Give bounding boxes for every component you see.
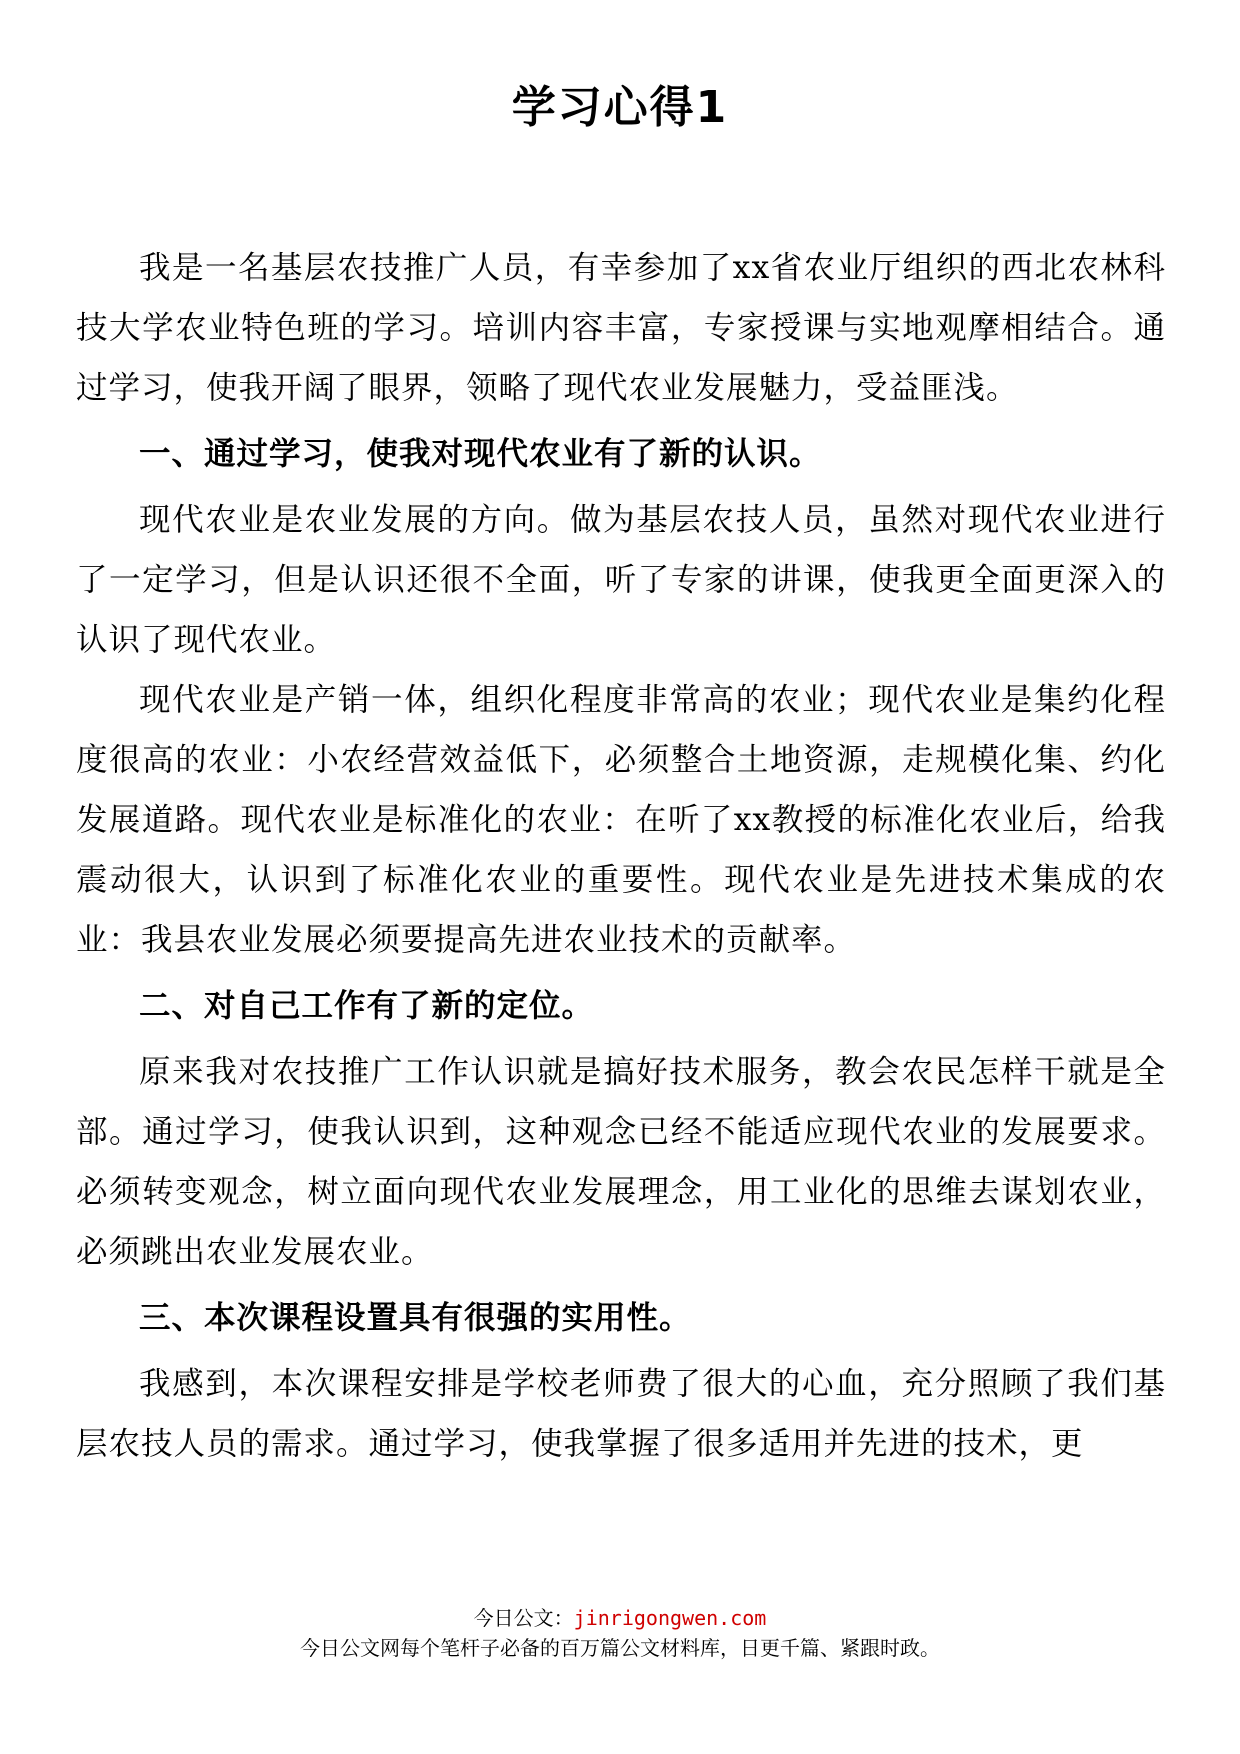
page-title: 学习心得1 — [511, 82, 729, 133]
page-footer — [0, 1603, 1240, 1663]
paragraph: 原来我对农技推广工作认识就是搞好技术服务，教会农民怎样干就是全部。通过学习，使我认识到，这种观念已经不能适应现代农业的发展要求。必须转变观念，树立面向现代农业发展理念，用工业化的思维去谋划农业，必须跳出农业发展农业。 — [76, 1054, 1166, 1270]
footer-site-line — [0, 1603, 1240, 1633]
footer-site-name: 今日公文： — [473, 1606, 574, 1630]
section-heading-1: 一、通过学习，使我对现代农业有了新的认识。 — [139, 436, 822, 472]
paragraph: 我感到，本次课程安排是学校老师费了很大的心血，充分照顾了我们基层农技人员的需求。通过学习，使我掌握了很多适用并先进的技术，更 — [76, 1366, 1166, 1462]
document-body — [76, 238, 1166, 1474]
footer-site-link[interactable]: jinrigongwen.com — [573, 1606, 767, 1630]
section-heading-2: 二、对自己工作有了新的定位。 — [139, 988, 595, 1024]
section-heading-3: 三、本次课程设置具有很强的实用性。 — [139, 1300, 692, 1336]
paragraph: 现代农业是农业发展的方向。做为基层农技人员，虽然对现代农业进行了一定学习，但是认识还很不全面，听了专家的讲课，使我更全面更深入的认识了现代农业。 — [76, 502, 1166, 658]
footer-slogan: 今日公文网每个笔杆子必备的百万篇公文材料库，日更千篇、紧跟时政。 — [300, 1636, 940, 1660]
paragraph-intro: 我是一名基层农技推广人员，有幸参加了xx省农业厅组织的西北农林科技大学农业特色班的学习。培训内容丰富，专家授课与实地观摩相结合。通过学习，使我开阔了眼界，领略了现代农业发展魅力，受益匪浅。 — [76, 250, 1166, 406]
paragraph: 现代农业是产销一体，组织化程度非常高的农业；现代农业是集约化程度很高的农业：小农经营效益低下，必须整合土地资源，走规模化集、约化发展道路。现代农业是标准化的农业：在听了xx教授的标准化农业后，给我震动很大，认识到了标准化农业的重要性。现代农业是先进技术集成的农业：我县农业发展必须要提高先进农业技术的贡献率。 — [76, 682, 1166, 958]
